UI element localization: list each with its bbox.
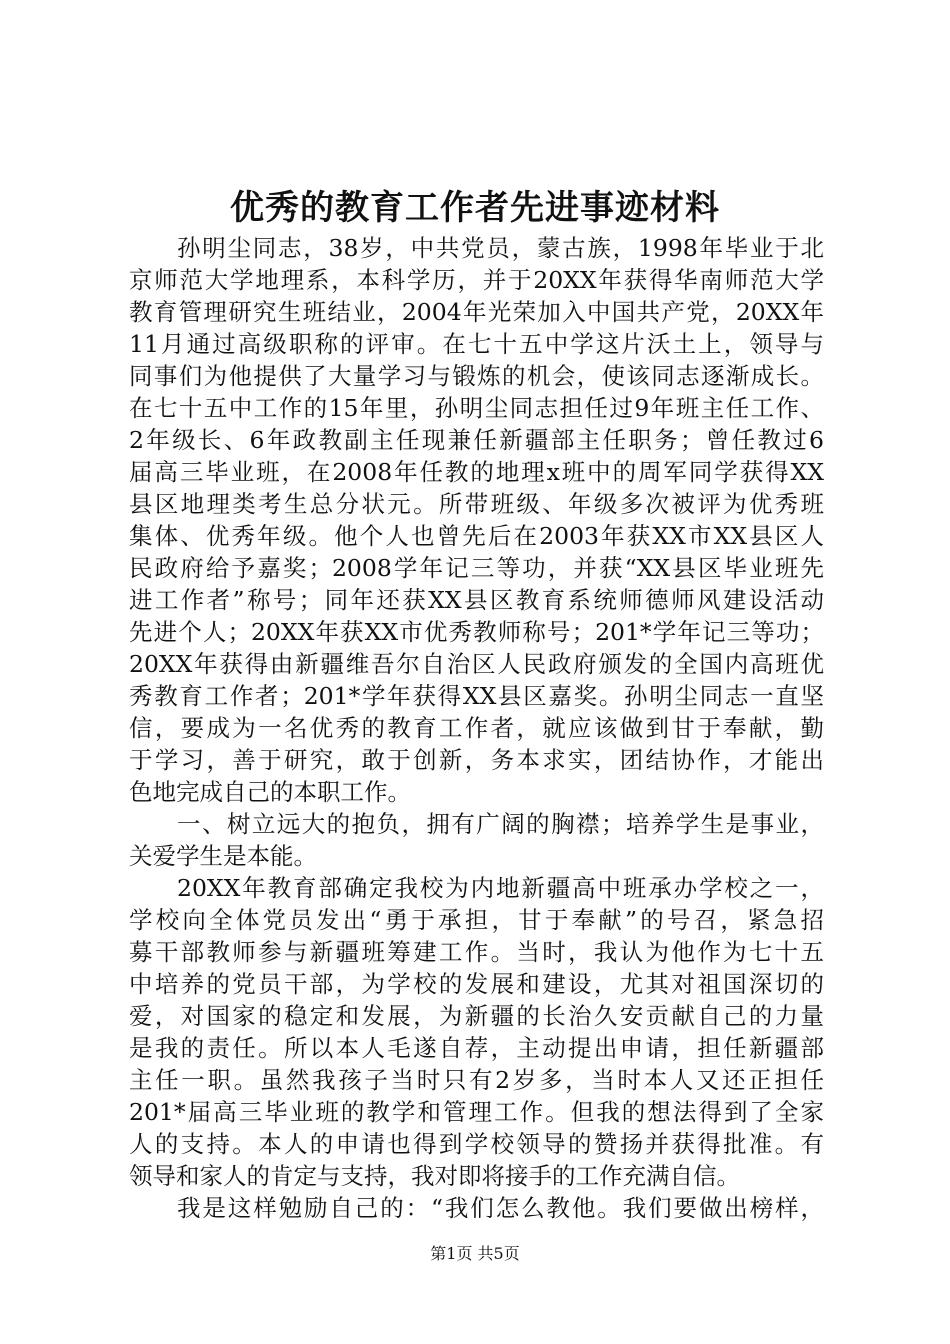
text-line: 在七十五中工作的15年里，孙明尘同志担任过9年班主任工作、 — [129, 394, 824, 422]
text-line: 进工作者”称号；同年还获XX县区教育系统师德师风建设活动 — [129, 586, 824, 614]
text-line: 募干部教师参与新疆班筹建工作。当时，我认为他作为七十五 — [129, 938, 824, 966]
document-body — [129, 232, 824, 1224]
text-line: 教育管理研究生班结业，2004年光荣加入中国共产党，20XX年 — [129, 298, 824, 326]
text-line: 县区地理类考生总分状元。所带班级、年级多次被评为优秀班 — [129, 490, 824, 518]
text-line: 11月通过高级职称的评审。在七十五中学这片沃土上，领导与 — [129, 330, 824, 358]
text-line: 201*届高三毕业班的教学和管理工作。但我的想法得到了全家 — [129, 1098, 824, 1126]
text-line: 爱，对国家的稳定和发展，为新疆的长治久安贡献自己的力量 — [129, 1002, 824, 1030]
text-line: 我是这样勉励自己的：“我们怎么教他。我们要做出榜样， — [177, 1194, 824, 1222]
text-line: 信，要成为一名优秀的教育工作者，就应该做到甘于奉献，勤 — [129, 714, 824, 742]
text-line: 色地完成自己的本职工作。 — [129, 778, 411, 806]
text-line: 京师范大学地理系，本科学历，并于20XX年获得华南师范大学 — [129, 266, 824, 294]
text-line: 届高三毕业班，在2008年任教的地理x班中的周军同学获得XX — [129, 458, 824, 486]
text-line: 是我的责任。所以本人毛遂自荐，主动提出申请，担任新疆部 — [129, 1034, 824, 1062]
text-line: 20XX年获得由新疆维吾尔自治区人民政府颁发的全国内高班优 — [129, 650, 824, 678]
text-line: 一、树立远大的抱负，拥有广阔的胸襟；培养学生是事业， — [177, 810, 824, 838]
text-line: 主任一职。虽然我孩子当时只有2岁多，当时本人又还正担任 — [129, 1066, 824, 1094]
text-line: 20XX年教育部确定我校为内地新疆高中班承办学校之一， — [177, 874, 824, 902]
document-title: 优秀的教育工作者先进事迹材料 — [230, 188, 720, 228]
text-line: 2年级长、6年政教副主任现兼任新疆部主任职务；曾任教过6 — [129, 426, 824, 454]
text-line: 学校向全体党员发出“勇于承担，甘于奉献”的号召，紧急招 — [129, 906, 824, 934]
text-line: 民政府给予嘉奖；2008学年记三等功，并获“XX县区毕业班先 — [129, 554, 824, 582]
text-line: 秀教育工作者；201*学年获得XX县区嘉奖。孙明尘同志一直坚 — [129, 682, 824, 710]
page-footer: 第1页 共5页 — [430, 1244, 520, 1263]
text-line: 孙明尘同志，38岁，中共党员，蒙古族，1998年毕业于北 — [177, 234, 824, 262]
text-line: 中培养的党员干部，为学校的发展和建设，尤其对祖国深切的 — [129, 970, 824, 998]
text-line: 关爱学生是本能。 — [129, 842, 317, 870]
text-line: 集体、优秀年级。他个人也曾先后在2003年获XX市XX县区人 — [129, 522, 824, 550]
text-line: 领导和家人的肯定与支持，我对即将接手的工作充满自信。 — [129, 1162, 740, 1190]
text-line: 于学习，善于研究，敢于创新，务本求实，团结协作，才能出 — [129, 746, 824, 774]
text-line: 同事们为他提供了大量学习与锻炼的机会，使该同志逐渐成长。 — [129, 362, 824, 390]
text-line: 人的支持。本人的申请也得到学校领导的赞扬并获得批准。有 — [129, 1130, 824, 1158]
text-line: 先进个人；20XX年获XX市优秀教师称号；201*学年记三等功； — [129, 618, 824, 646]
